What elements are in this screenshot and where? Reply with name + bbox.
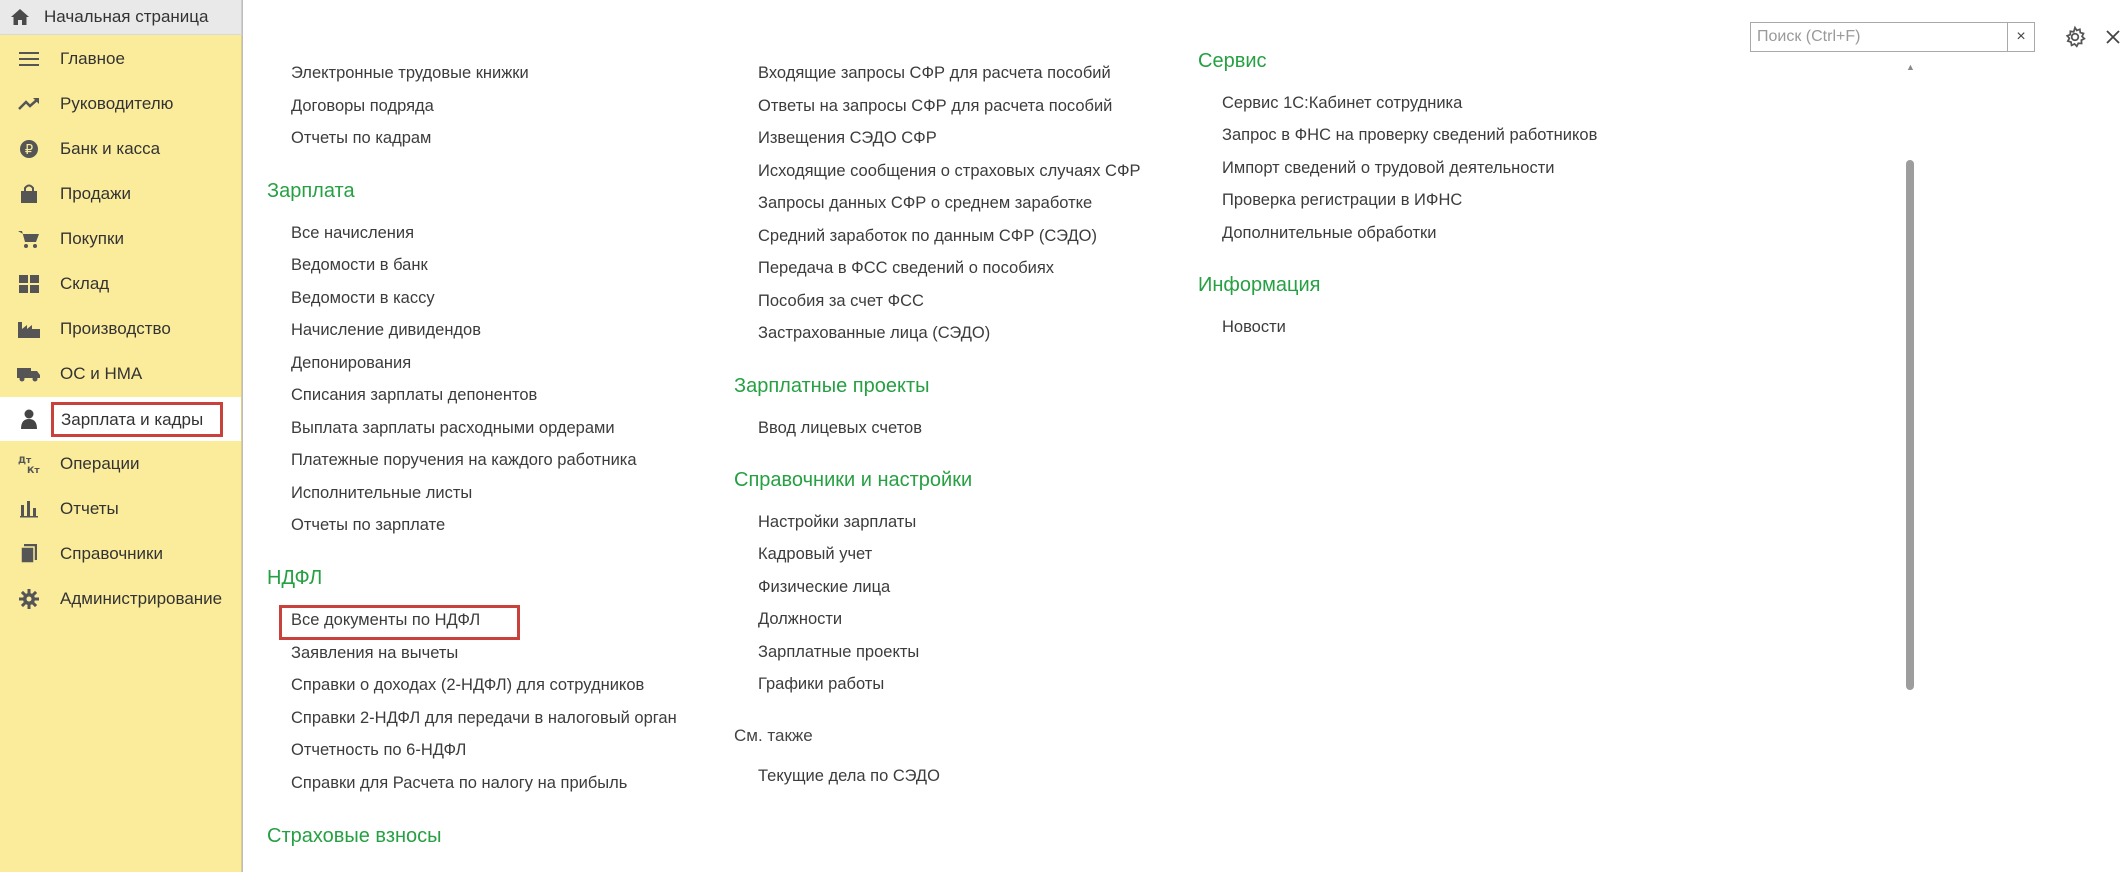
link-contracts[interactable]: Договоры подряда: [291, 97, 434, 115]
truck-icon: [16, 361, 42, 387]
link-ndfl[interactable]: Заявления на вычеты: [291, 644, 459, 662]
link-service[interactable]: Проверка регистрации в ИФНС: [1222, 191, 1463, 209]
link-settings[interactable]: Графики работы: [758, 675, 885, 693]
settings-button[interactable]: [2061, 23, 2089, 51]
link-settings[interactable]: Зарплатные проекты: [758, 643, 920, 661]
sidebar-item-operations[interactable]: [0, 442, 241, 486]
link-ndfl[interactable]: Справки о доходах (2-НДФЛ) для сотрудников: [291, 676, 645, 694]
sidebar-item-label: Покупки: [60, 229, 124, 248]
svg-text:Кт: Кт: [27, 466, 40, 476]
link-sfr[interactable]: Пособия за счет ФСС: [758, 292, 924, 310]
tab-home[interactable]: [0, 0, 242, 34]
link-service[interactable]: Импорт сведений о трудовой деятельности: [1222, 159, 1555, 177]
sidebar-item-salary-hr[interactable]: [0, 397, 241, 441]
ruble-coin-icon: [16, 136, 42, 162]
shopping-cart-icon: [16, 226, 42, 252]
sidebar-item-label: Склад: [60, 274, 110, 293]
scrollbar[interactable]: [1903, 62, 1917, 872]
tab-home-label: Начальная страница: [44, 7, 209, 26]
home-icon: [10, 6, 32, 28]
scrollbar-thumb[interactable]: [1906, 160, 1914, 690]
sidebar-item-label: Банк и касса: [60, 139, 161, 158]
close-icon: [2105, 29, 2121, 45]
sidebar-item-label: Справочники: [60, 544, 163, 563]
sidebar-item-warehouse[interactable]: [0, 262, 241, 306]
sidebar-item-label: Операции: [60, 454, 140, 473]
link-sfr[interactable]: Исходящие сообщения о страховых случаях СФР: [758, 162, 1141, 180]
link-salary[interactable]: Ведомости в кассу: [291, 289, 435, 307]
link-ndfl[interactable]: Справки 2-НДФЛ для передачи в налоговый орган: [291, 709, 677, 727]
dt-kt-icon: [16, 451, 42, 477]
section-title-ndfl: НДФЛ: [267, 567, 323, 589]
bar-chart-icon: [16, 496, 42, 522]
link-sfr[interactable]: Передача в ФСС сведений о пособиях: [758, 259, 1055, 277]
sidebar-item-admin[interactable]: [0, 577, 241, 621]
link-settings[interactable]: Настройки зарплаты: [758, 513, 917, 531]
link-salary[interactable]: Платежные поручения на каждого работника: [291, 451, 637, 469]
section-title-salary: Зарплата: [267, 180, 355, 202]
search-input[interactable]: [1751, 23, 2013, 51]
link-ndfl[interactable]: Справки для Расчета по налогу на прибыль: [291, 774, 628, 792]
link-salary[interactable]: Исполнительные листы: [291, 484, 473, 502]
sidebar-item-label: Отчеты: [60, 499, 119, 518]
link-sfr[interactable]: Входящие запросы СФР для расчета пособий: [758, 64, 1111, 82]
sidebar-item-label: Продажи: [60, 184, 131, 203]
sidebar: [0, 35, 242, 872]
sidebar-item-assets[interactable]: [0, 352, 241, 396]
gear-icon: [2064, 26, 2086, 48]
sidebar-item-reports[interactable]: [0, 487, 241, 531]
search-clear-button[interactable]: ×: [2007, 23, 2034, 51]
link-projects[interactable]: Ввод лицевых счетов: [758, 419, 922, 437]
sidebar-item-purchases[interactable]: [0, 217, 241, 261]
svg-text:Дт: Дт: [18, 456, 32, 466]
link-ndfl[interactable]: Отчетность по 6-НДФЛ: [291, 741, 467, 759]
link-salary[interactable]: Отчеты по зарплате: [291, 516, 446, 534]
link-settings[interactable]: Должности: [758, 610, 843, 628]
section-title-info: Информация: [1198, 274, 1321, 296]
sidebar-item-label: ОС и НМА: [60, 364, 143, 383]
scroll-up-icon[interactable]: ▲: [1906, 62, 1915, 72]
link-service[interactable]: Дополнительные обработки: [1222, 224, 1437, 242]
sidebar-item-catalogs[interactable]: [0, 532, 241, 576]
section-title-service: Сервис: [1198, 50, 1267, 72]
link-sfr[interactable]: Средний заработок по данным СФР (СЭДО): [758, 227, 1097, 245]
section-title-settings: Справочники и настройки: [734, 469, 973, 491]
link-salary[interactable]: Все начисления: [291, 224, 415, 242]
link-service[interactable]: Сервис 1С:Кабинет сотрудника: [1222, 94, 1463, 112]
link-sfr[interactable]: Застрахованные лица (СЭДО): [758, 324, 991, 342]
sidebar-item-label: Главное: [60, 49, 125, 68]
link-settings[interactable]: Физические лица: [758, 578, 891, 596]
menu-lines-icon: [16, 46, 42, 72]
link-salary[interactable]: Начисление дивидендов: [291, 321, 481, 339]
warehouse-grid-icon: [16, 271, 42, 297]
link-see-also[interactable]: Текущие дела по СЭДО: [758, 767, 940, 785]
sidebar-item-label: Администрирование: [60, 589, 223, 608]
link-sfr[interactable]: Извещения СЭДО СФР: [758, 129, 937, 147]
close-button[interactable]: [2099, 23, 2127, 51]
link-sfr[interactable]: Ответы на запросы СФР для расчета пособий: [758, 97, 1113, 115]
section-title-insurance: Страховые взносы: [267, 825, 442, 847]
sidebar-item-bank[interactable]: [0, 127, 241, 171]
link-settings[interactable]: Кадровый учет: [758, 545, 873, 563]
trend-up-icon: [16, 91, 42, 117]
link-sfr[interactable]: Запросы данных СФР о среднем заработке: [758, 194, 1093, 212]
section-title-see-also: См. также: [734, 726, 813, 745]
sidebar-item-label: Производство: [60, 319, 171, 338]
link-salary[interactable]: Ведомости в банк: [291, 256, 428, 274]
shopping-bag-icon: [16, 181, 42, 207]
section-panel: [242, 0, 2026, 872]
sidebar-item-production[interactable]: [0, 307, 241, 351]
sidebar-item-main[interactable]: [0, 37, 241, 81]
person-icon: [16, 406, 42, 432]
svg-text:₽: ₽: [24, 143, 34, 158]
sidebar-item-sales[interactable]: [0, 172, 241, 216]
link-hr-reports[interactable]: Отчеты по кадрам: [291, 129, 432, 147]
sidebar-item-label: Руководителю: [60, 94, 174, 113]
link-news[interactable]: Новости: [1222, 318, 1286, 336]
books-icon: [16, 541, 42, 567]
sidebar-item-label: Зарплата и кадры: [51, 402, 223, 437]
search-box: [1750, 22, 2035, 52]
link-salary[interactable]: Депонирования: [291, 354, 412, 372]
factory-icon: [16, 316, 42, 342]
link-ndfl-all-documents[interactable]: Все документы по НДФЛ: [291, 611, 481, 629]
sidebar-item-manager[interactable]: [0, 82, 241, 126]
gear-icon: [16, 586, 42, 612]
link-salary[interactable]: Выплата зарплаты расходными ордерами: [291, 419, 615, 437]
link-salary[interactable]: Списания зарплаты депонентов: [291, 386, 538, 404]
link-service[interactable]: Запрос в ФНС на проверку сведений работников: [1222, 126, 1598, 144]
link-electronic-workbooks[interactable]: Электронные трудовые книжки: [291, 64, 529, 82]
section-title-projects: Зарплатные проекты: [734, 375, 930, 397]
